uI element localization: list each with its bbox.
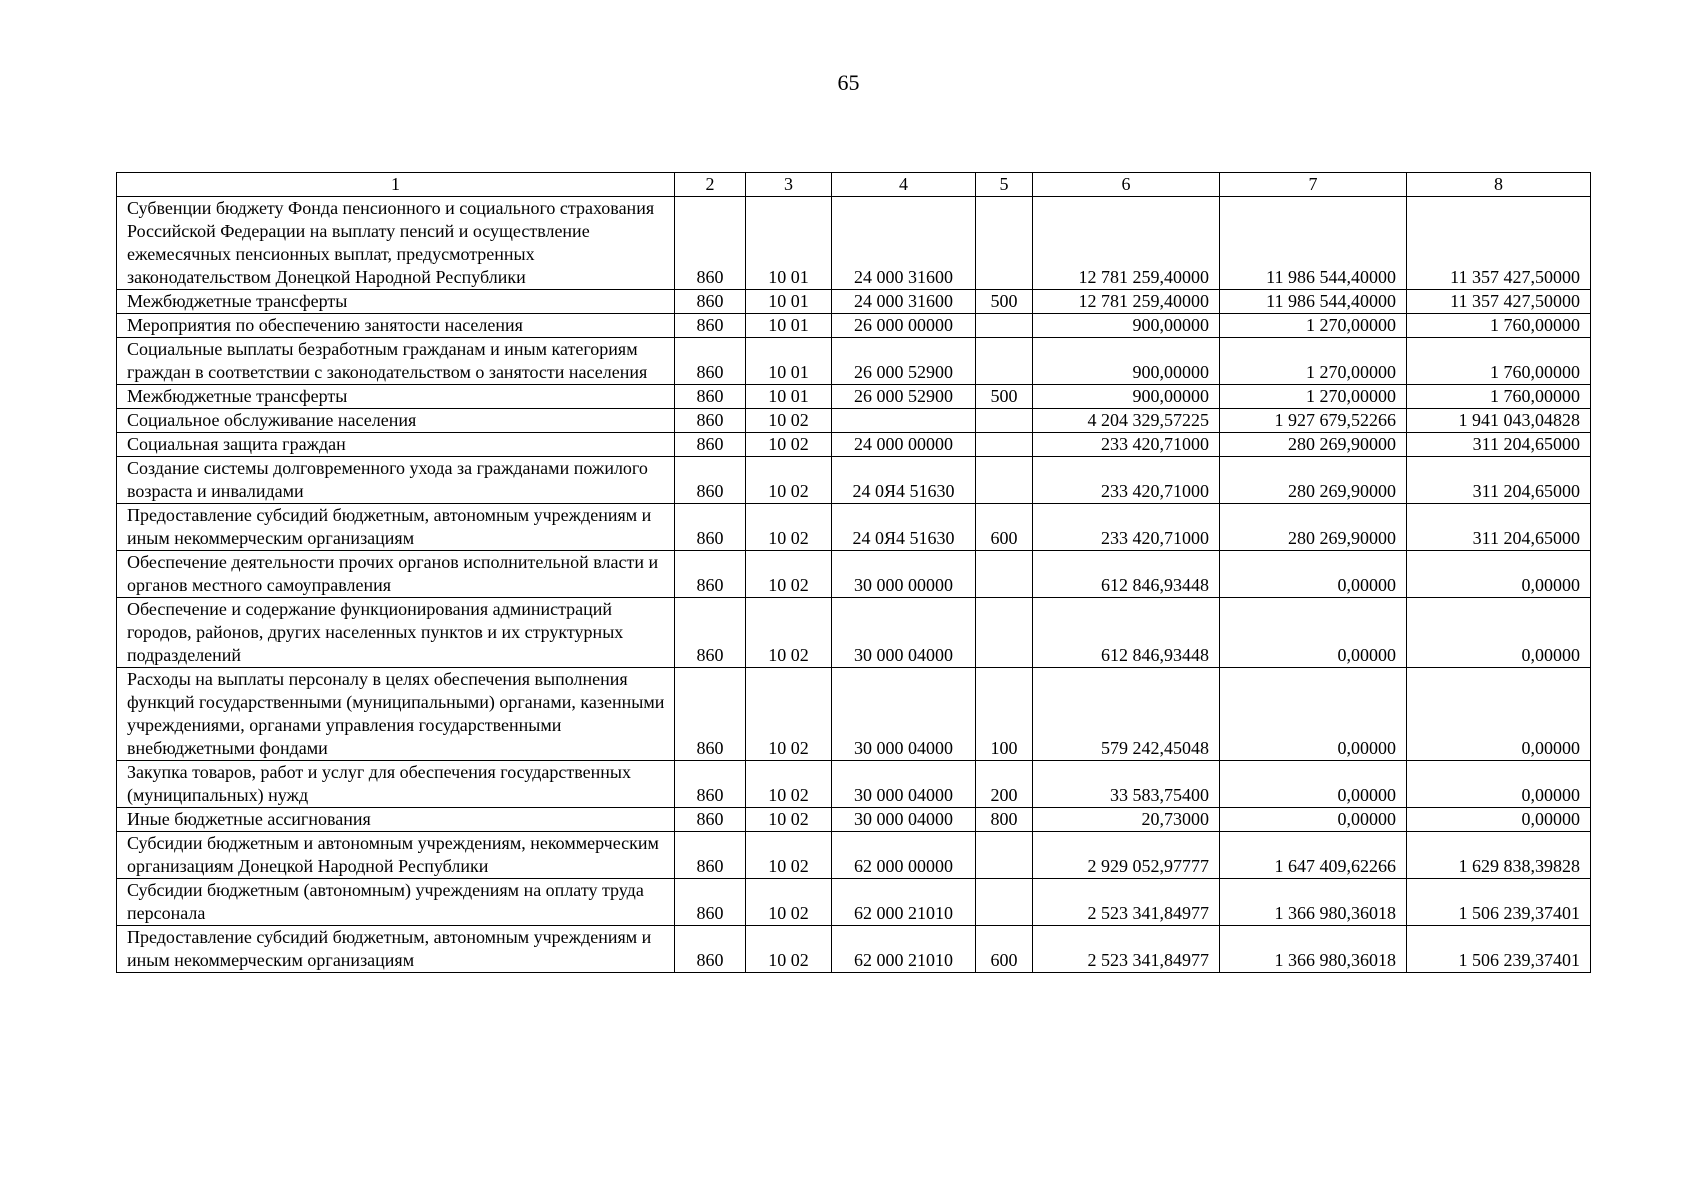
row-ministry-code-cell: 860 [675,551,746,598]
row-ministry-code-cell: 860 [675,879,746,926]
row-target-article-cell: 26 000 52900 [832,338,976,385]
row-amount-col7-cell: 0,00000 [1220,808,1407,832]
row-ministry-code-cell: 860 [675,314,746,338]
row-amount-col6-cell: 612 846,93448 [1033,551,1220,598]
row-name-cell: Социальное обслуживание населения [117,409,675,433]
row-expense-type-cell [976,338,1033,385]
row-target-article-cell: 62 000 00000 [832,832,976,879]
row-expense-type-cell: 500 [976,290,1033,314]
row-name-cell: Субсидии бюджетным и автономным учреждениям, некоммерческим организациям Донецкой Народной Республики [117,832,675,879]
row-ministry-code-cell: 860 [675,433,746,457]
column-header-1: 1 [117,173,675,197]
row-amount-col7-cell: 1 270,00000 [1220,385,1407,409]
row-section-code-cell: 10 01 [746,314,832,338]
row-amount-col6-cell: 233 420,71000 [1033,433,1220,457]
row-target-article-cell: 30 000 04000 [832,598,976,668]
row-name-cell: Создание системы долговременного ухода за гражданами пожилого возраста и инвалидами [117,457,675,504]
row-expense-type-cell [976,457,1033,504]
row-amount-col6-cell: 33 583,75400 [1033,761,1220,808]
row-amount-col7-cell: 1 647 409,62266 [1220,832,1407,879]
row-ministry-code-cell: 860 [675,761,746,808]
column-header-4: 4 [832,173,976,197]
row-amount-col6-cell: 900,00000 [1033,338,1220,385]
row-amount-col7-cell: 1 366 980,36018 [1220,879,1407,926]
row-ministry-code-cell: 860 [675,457,746,504]
row-amount-col7-cell: 0,00000 [1220,598,1407,668]
page-number: 65 [837,70,860,95]
table-row [117,338,1591,385]
row-amount-col8-cell: 0,00000 [1407,551,1591,598]
row-amount-col6-cell: 900,00000 [1033,385,1220,409]
column-header-3: 3 [746,173,832,197]
table-row [117,457,1591,504]
table-row [117,926,1591,973]
row-amount-col7-cell: 11 986 544,40000 [1220,197,1407,290]
row-name-cell: Межбюджетные трансферты [117,385,675,409]
column-header-8: 8 [1407,173,1591,197]
row-expense-type-cell: 500 [976,385,1033,409]
row-amount-col7-cell: 280 269,90000 [1220,433,1407,457]
row-amount-col7-cell: 280 269,90000 [1220,504,1407,551]
row-section-code-cell: 10 02 [746,409,832,433]
row-amount-col7-cell: 1 927 679,52266 [1220,409,1407,433]
row-target-article-cell: 62 000 21010 [832,879,976,926]
row-amount-col8-cell: 0,00000 [1407,808,1591,832]
row-name-cell: Мероприятия по обеспечению занятости населения [117,314,675,338]
row-name-cell: Межбюджетные трансферты [117,290,675,314]
row-section-code-cell: 10 01 [746,385,832,409]
row-section-code-cell: 10 02 [746,761,832,808]
row-target-article-cell: 26 000 00000 [832,314,976,338]
row-amount-col8-cell: 1 629 838,39828 [1407,832,1591,879]
row-section-code-cell: 10 01 [746,197,832,290]
row-target-article-cell: 30 000 04000 [832,808,976,832]
row-amount-col7-cell: 0,00000 [1220,551,1407,598]
row-ministry-code-cell: 860 [675,385,746,409]
row-target-article-cell: 30 000 04000 [832,668,976,761]
row-amount-col8-cell: 0,00000 [1407,668,1591,761]
row-target-article-cell: 24 000 00000 [832,433,976,457]
row-amount-col8-cell: 1 760,00000 [1407,385,1591,409]
row-amount-col6-cell: 612 846,93448 [1033,598,1220,668]
row-amount-col6-cell: 20,73000 [1033,808,1220,832]
row-name-cell: Социальная защита граждан [117,433,675,457]
row-amount-col8-cell: 1 941 043,04828 [1407,409,1591,433]
table-row [117,551,1591,598]
row-expense-type-cell: 600 [976,926,1033,973]
row-section-code-cell: 10 02 [746,832,832,879]
row-section-code-cell: 10 02 [746,926,832,973]
row-target-article-cell: 24 0Я4 51630 [832,457,976,504]
row-ministry-code-cell: 860 [675,290,746,314]
row-ministry-code-cell: 860 [675,197,746,290]
row-amount-col7-cell: 1 366 980,36018 [1220,926,1407,973]
row-target-article-cell: 30 000 04000 [832,761,976,808]
row-amount-col8-cell: 1 506 239,37401 [1407,926,1591,973]
row-amount-col6-cell: 2 929 052,97777 [1033,832,1220,879]
row-expense-type-cell [976,832,1033,879]
row-amount-col7-cell: 1 270,00000 [1220,338,1407,385]
row-section-code-cell: 10 02 [746,457,832,504]
row-name-cell: Обеспечение и содержание функционирования администраций городов, районов, других населенных пунктов и их структурных подразделений [117,598,675,668]
row-target-article-cell: 24 000 31600 [832,290,976,314]
row-expense-type-cell: 200 [976,761,1033,808]
row-amount-col7-cell: 280 269,90000 [1220,457,1407,504]
row-amount-col7-cell: 0,00000 [1220,668,1407,761]
row-target-article-cell: 62 000 21010 [832,926,976,973]
row-ministry-code-cell: 860 [675,504,746,551]
row-amount-col6-cell: 12 781 259,40000 [1033,290,1220,314]
row-name-cell: Иные бюджетные ассигнования [117,808,675,832]
row-amount-col8-cell: 11 357 427,50000 [1407,197,1591,290]
table-row [117,832,1591,879]
table-row [117,598,1591,668]
row-section-code-cell: 10 02 [746,668,832,761]
row-section-code-cell: 10 02 [746,808,832,832]
table-body [117,197,1591,973]
row-amount-col6-cell: 12 781 259,40000 [1033,197,1220,290]
row-amount-col8-cell: 1 760,00000 [1407,314,1591,338]
row-section-code-cell: 10 01 [746,338,832,385]
row-target-article-cell: 26 000 52900 [832,385,976,409]
row-ministry-code-cell: 860 [675,808,746,832]
row-name-cell: Субсидии бюджетным (автономным) учреждениям на оплату труда персонала [117,879,675,926]
row-amount-col6-cell: 579 242,45048 [1033,668,1220,761]
row-expense-type-cell [976,197,1033,290]
row-expense-type-cell [976,314,1033,338]
row-target-article-cell [832,409,976,433]
table-row [117,197,1591,290]
table-row [117,433,1591,457]
table-row [117,808,1591,832]
table-row [117,314,1591,338]
row-name-cell: Расходы на выплаты персоналу в целях обеспечения выполнения функций государственными (муниципальными) органами, казенными учреждениями, органами управления государственными внебюджетными фондами [117,668,675,761]
row-amount-col8-cell: 311 204,65000 [1407,457,1591,504]
row-name-cell: Закупка товаров, работ и услуг для обеспечения государственных (муниципальных) нужд [117,761,675,808]
table-row [117,385,1591,409]
table-header-row [117,173,1591,197]
row-name-cell: Обеспечение деятельности прочих органов исполнительной власти и органов местного самоуправления [117,551,675,598]
row-amount-col8-cell: 11 357 427,50000 [1407,290,1591,314]
row-amount-col8-cell: 311 204,65000 [1407,433,1591,457]
budget-table [116,172,1591,973]
table-row [117,290,1591,314]
table-row [117,409,1591,433]
row-expense-type-cell [976,433,1033,457]
row-amount-col6-cell: 2 523 341,84977 [1033,879,1220,926]
table-row [117,879,1591,926]
row-expense-type-cell [976,598,1033,668]
row-amount-col7-cell: 0,00000 [1220,761,1407,808]
row-section-code-cell: 10 02 [746,879,832,926]
row-expense-type-cell: 800 [976,808,1033,832]
row-expense-type-cell: 100 [976,668,1033,761]
row-name-cell: Субвенции бюджету Фонда пенсионного и социального страхования Российской Федерации на выплату пенсий и осуществление ежемесячных пенсионных выплат, предусмотренных законодательством Донецкой Народной Республики [117,197,675,290]
column-header-5: 5 [976,173,1033,197]
row-section-code-cell: 10 02 [746,504,832,551]
row-expense-type-cell [976,551,1033,598]
row-ministry-code-cell: 860 [675,409,746,433]
row-amount-col8-cell: 311 204,65000 [1407,504,1591,551]
row-name-cell: Социальные выплаты безработным гражданам и иным категориям граждан в соответствии с законодательством о занятости населения [117,338,675,385]
row-expense-type-cell [976,879,1033,926]
column-header-6: 6 [1033,173,1220,197]
row-ministry-code-cell: 860 [675,832,746,879]
row-expense-type-cell: 600 [976,504,1033,551]
row-amount-col6-cell: 4 204 329,57225 [1033,409,1220,433]
row-section-code-cell: 10 01 [746,290,832,314]
row-target-article-cell: 24 000 31600 [832,197,976,290]
row-section-code-cell: 10 02 [746,551,832,598]
row-ministry-code-cell: 860 [675,598,746,668]
row-name-cell: Предоставление субсидий бюджетным, автономным учреждениям и иным некоммерческим организациям [117,926,675,973]
row-amount-col6-cell: 900,00000 [1033,314,1220,338]
row-ministry-code-cell: 860 [675,668,746,761]
row-target-article-cell: 30 000 00000 [832,551,976,598]
row-ministry-code-cell: 860 [675,926,746,973]
column-header-2: 2 [675,173,746,197]
row-section-code-cell: 10 02 [746,433,832,457]
row-target-article-cell: 24 0Я4 51630 [832,504,976,551]
row-amount-col7-cell: 11 986 544,40000 [1220,290,1407,314]
row-section-code-cell: 10 02 [746,598,832,668]
row-amount-col6-cell: 233 420,71000 [1033,457,1220,504]
table-row [117,668,1591,761]
row-amount-col8-cell: 0,00000 [1407,598,1591,668]
row-name-cell: Предоставление субсидий бюджетным, автономным учреждениям и иным некоммерческим организациям [117,504,675,551]
row-amount-col7-cell: 1 270,00000 [1220,314,1407,338]
row-amount-col6-cell: 233 420,71000 [1033,504,1220,551]
row-amount-col8-cell: 1 506 239,37401 [1407,879,1591,926]
table-row [117,761,1591,808]
row-amount-col8-cell: 0,00000 [1407,761,1591,808]
row-expense-type-cell [976,409,1033,433]
table-row [117,504,1591,551]
row-ministry-code-cell: 860 [675,338,746,385]
row-amount-col6-cell: 2 523 341,84977 [1033,926,1220,973]
row-amount-col8-cell: 1 760,00000 [1407,338,1591,385]
column-header-7: 7 [1220,173,1407,197]
